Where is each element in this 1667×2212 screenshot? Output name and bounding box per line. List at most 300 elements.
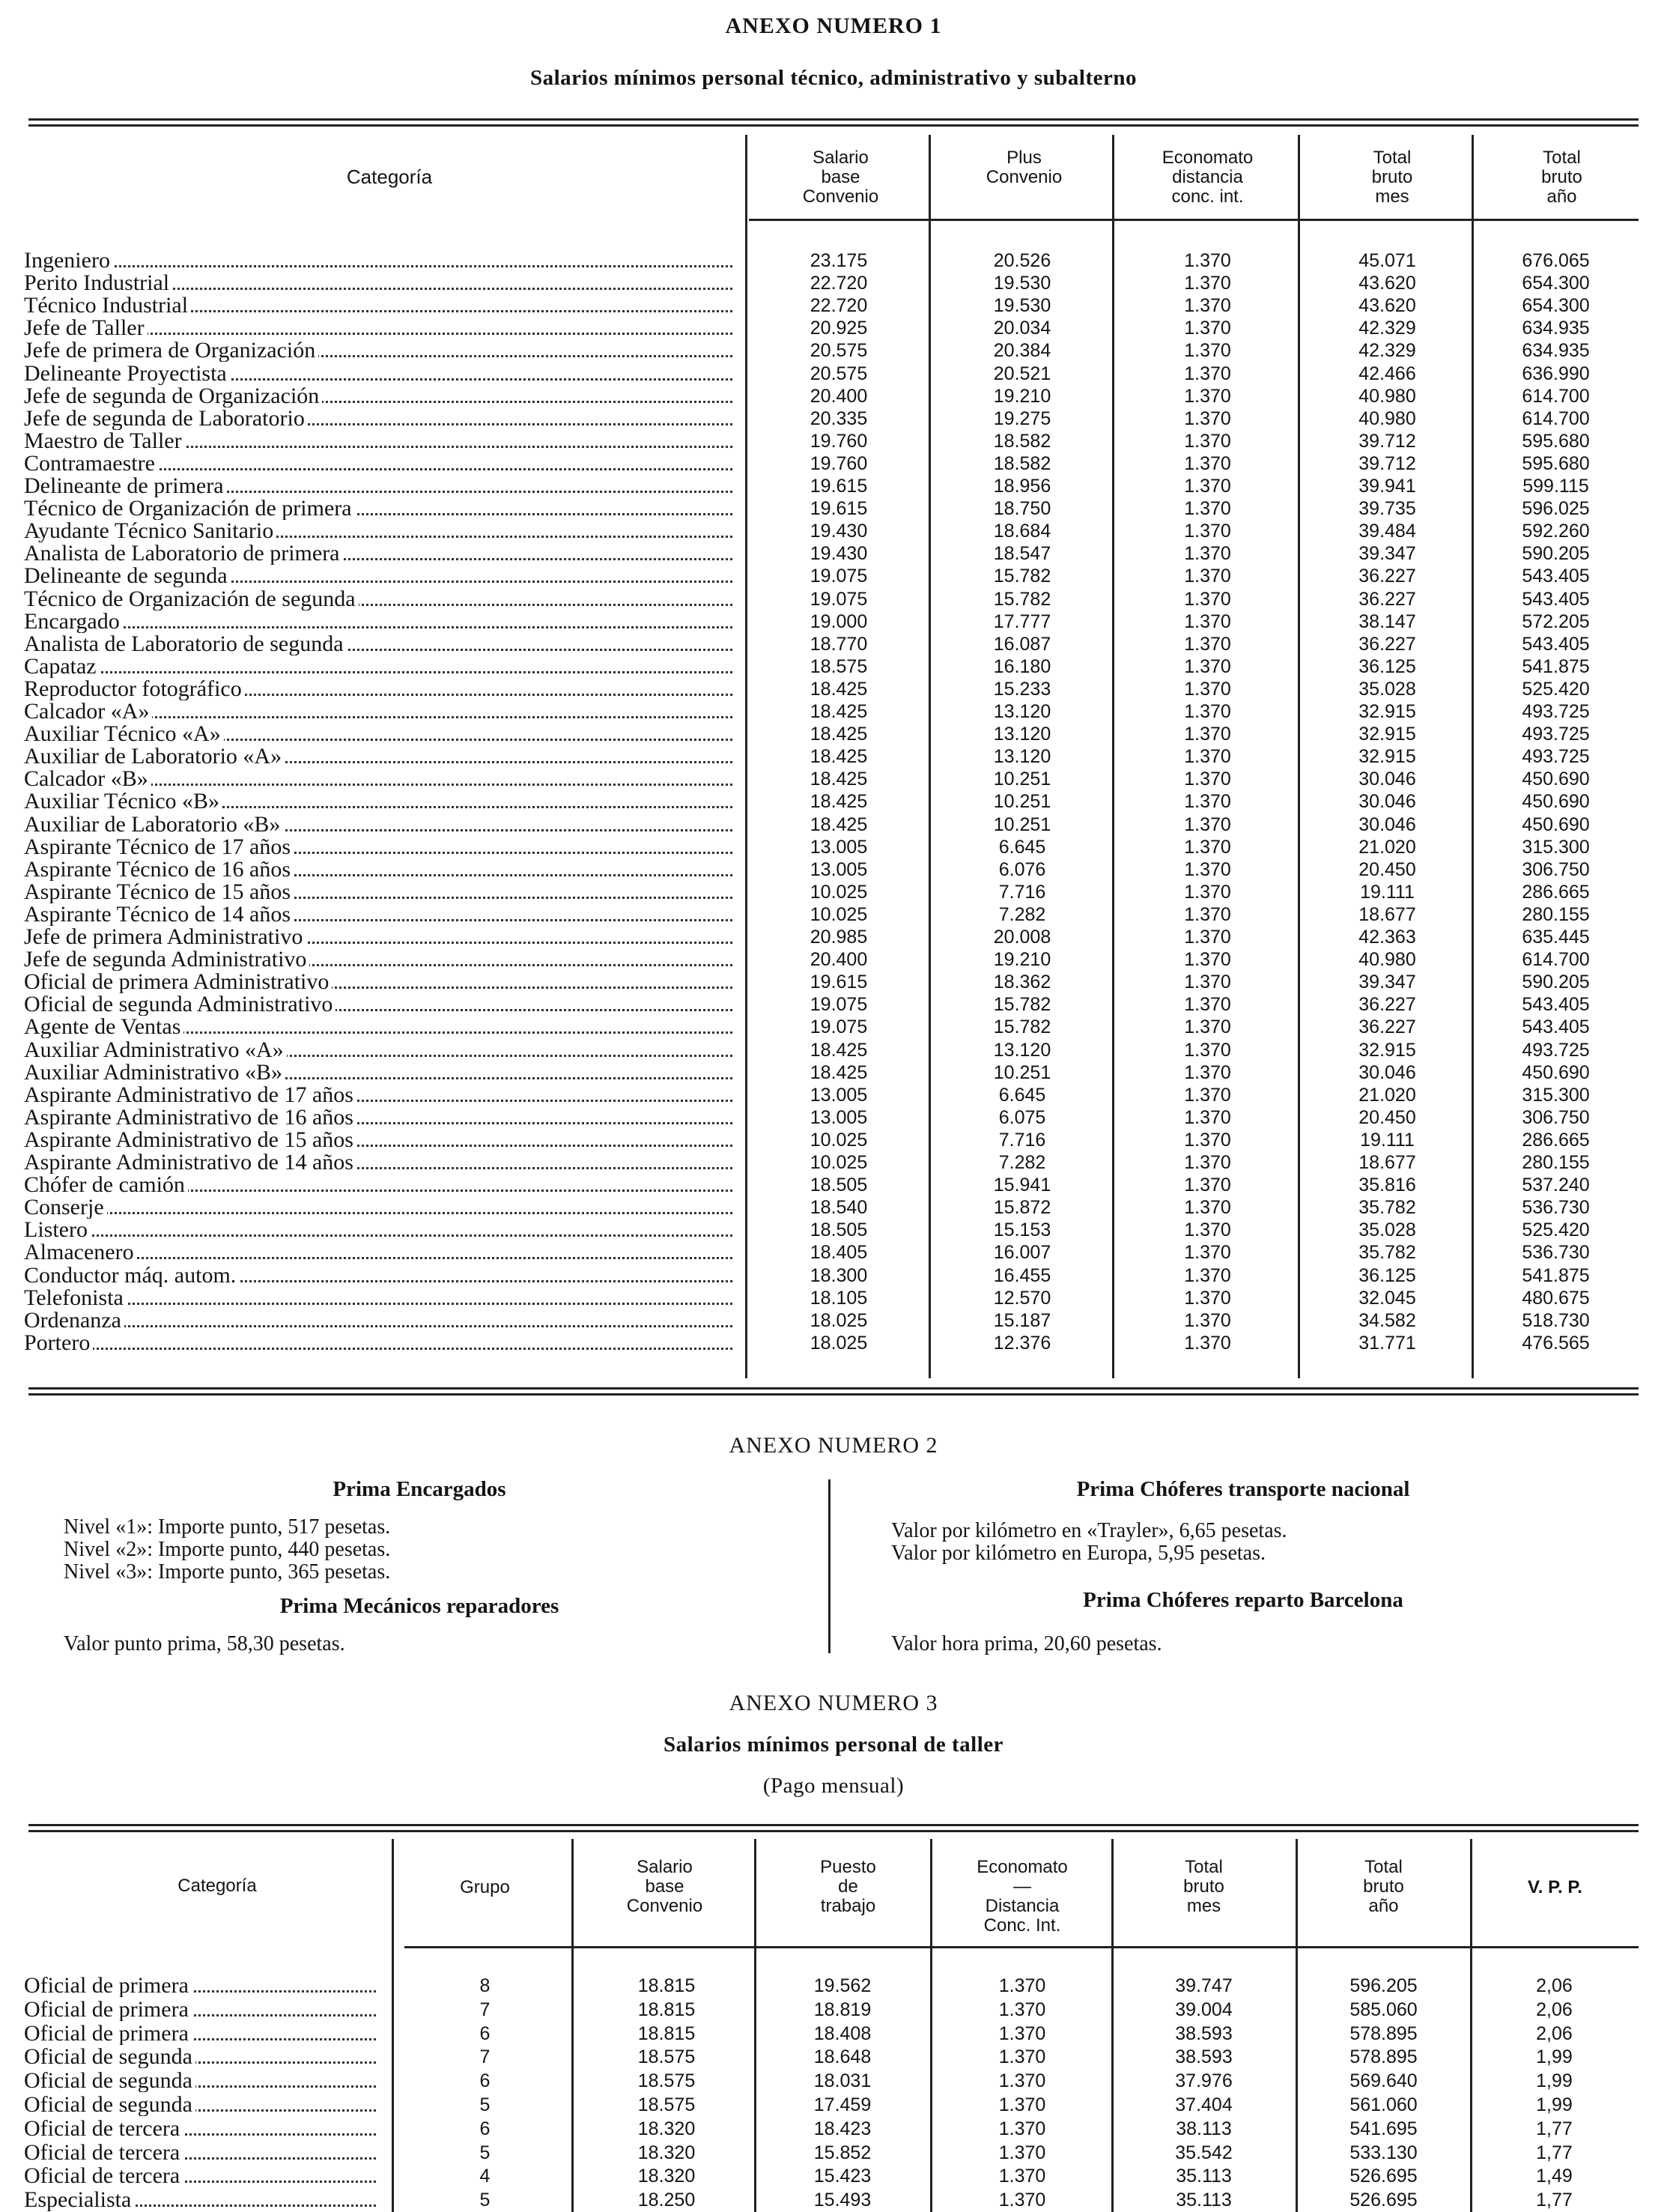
cell-value: 7 bbox=[479, 1999, 491, 2020]
annex3-header-grupo: Grupo bbox=[460, 1877, 510, 1897]
cell-value: 20.034 bbox=[993, 318, 1051, 339]
cell-value: 35.542 bbox=[1175, 2142, 1233, 2163]
row-category bbox=[24, 1309, 732, 1332]
annex3-header-salario-line: Salario bbox=[637, 1857, 693, 1877]
cell-value: 450.690 bbox=[1522, 791, 1590, 812]
table-row bbox=[0, 1084, 1667, 1106]
cell-value: 18.505 bbox=[810, 1219, 868, 1240]
cell-value: 18.405 bbox=[810, 1242, 868, 1263]
row-category bbox=[24, 475, 732, 497]
cell-value: 536.730 bbox=[1522, 1197, 1590, 1218]
row-category bbox=[24, 1975, 376, 1997]
cell-value: 599.115 bbox=[1522, 476, 1589, 497]
category-label: Aspirante Administrativo de 16 años bbox=[24, 1106, 356, 1129]
category-label: Oficial de primera bbox=[24, 1999, 192, 2021]
cell-value: 38.593 bbox=[1175, 2023, 1233, 2044]
cell-value: 40.980 bbox=[1358, 408, 1416, 429]
annex1-header-salario-line: Convenio bbox=[802, 187, 879, 207]
cell-value: 676.065 bbox=[1522, 250, 1590, 271]
cell-value: 35.113 bbox=[1176, 2166, 1232, 2187]
cell-value: 480.675 bbox=[1522, 1288, 1590, 1309]
table-row bbox=[0, 1039, 1667, 1061]
row-category bbox=[24, 790, 732, 813]
cell-value: 35.782 bbox=[1358, 1242, 1416, 1263]
category-label: Encargado bbox=[24, 610, 123, 633]
cell-value: 20.521 bbox=[993, 363, 1051, 384]
annex3-header-salario-line: base bbox=[645, 1876, 684, 1897]
cell-value: 1.370 bbox=[1184, 1265, 1231, 1286]
table-row bbox=[0, 948, 1667, 971]
cell-value: 21.020 bbox=[1358, 837, 1416, 858]
cell-value: 595.680 bbox=[1522, 453, 1590, 474]
table-row bbox=[0, 1309, 1667, 1332]
cell-value: 1.370 bbox=[998, 1999, 1046, 2020]
cell-value: 35.028 bbox=[1358, 679, 1416, 700]
category-label: Auxiliar de Laboratorio «A» bbox=[24, 745, 285, 768]
cell-value: 1.370 bbox=[998, 1975, 1046, 1996]
cell-value: 1.370 bbox=[1184, 679, 1231, 700]
cell-value: 19.562 bbox=[813, 1975, 872, 1996]
cell-value: 19.075 bbox=[810, 589, 868, 610]
row-category bbox=[24, 363, 732, 385]
row-category bbox=[24, 723, 732, 745]
cell-value: 1.370 bbox=[1184, 746, 1231, 767]
annex3-header-economato-line: — bbox=[1013, 1876, 1031, 1897]
cell-value: 42.466 bbox=[1358, 363, 1416, 384]
cell-value: 1.370 bbox=[1184, 1242, 1231, 1263]
row-category bbox=[24, 903, 732, 926]
cell-value: 493.725 bbox=[1522, 746, 1590, 767]
cell-value: 38.113 bbox=[1176, 2118, 1232, 2139]
cell-value: 43.620 bbox=[1358, 295, 1416, 316]
annex3-header-salario-line: Convenio bbox=[626, 1896, 703, 1916]
cell-value: 1.370 bbox=[1184, 1130, 1231, 1151]
cell-value: 590.205 bbox=[1522, 543, 1590, 564]
table-row bbox=[0, 1151, 1667, 1174]
cell-value: 18.423 bbox=[813, 2118, 872, 2139]
annex1-header-total-mes bbox=[1299, 148, 1485, 207]
annex3-header-total-mes-line: mes bbox=[1186, 1896, 1221, 1916]
category-label: Oficial de segunda bbox=[24, 2046, 195, 2068]
row-category bbox=[24, 768, 732, 790]
cell-value: 19.615 bbox=[810, 972, 868, 993]
cell-value: 1,99 bbox=[1536, 2070, 1573, 2091]
category-label: Contramaestre bbox=[24, 452, 158, 475]
row-category bbox=[24, 858, 732, 881]
cell-value: 537.240 bbox=[1522, 1175, 1590, 1196]
category-label: Analista de Laboratorio de segunda bbox=[24, 633, 347, 655]
table-row bbox=[0, 610, 1667, 633]
cell-value: 1.370 bbox=[1184, 859, 1231, 880]
cell-value: 32.915 bbox=[1358, 1040, 1416, 1061]
cell-value: 20.008 bbox=[993, 927, 1051, 948]
annex3-header-rule bbox=[404, 1946, 1639, 1948]
row-category bbox=[24, 1332, 732, 1354]
cell-value: 19.275 bbox=[993, 408, 1051, 429]
cell-value: 18.425 bbox=[810, 814, 868, 835]
cell-value: 536.730 bbox=[1522, 1242, 1590, 1263]
category-label: Delineante Proyectista bbox=[24, 363, 230, 385]
table-row bbox=[0, 475, 1667, 497]
annex1-header-categoria: Categoría bbox=[346, 166, 433, 188]
cell-value: 1.370 bbox=[1184, 1040, 1231, 1061]
cell-value: 20.400 bbox=[810, 386, 868, 407]
row-category bbox=[24, 1061, 732, 1084]
category-label: Oficial de tercera bbox=[24, 2165, 183, 2187]
cell-value: 13.120 bbox=[993, 1040, 1051, 1061]
category-label: Capataz bbox=[24, 655, 100, 678]
annex2-left-line: Nivel «1»: Importe punto, 517 pesetas. bbox=[64, 1515, 391, 1539]
table-row bbox=[0, 363, 1667, 385]
category-label: Jefe de primera de Organización bbox=[24, 339, 318, 362]
cell-value: 1,99 bbox=[1536, 2046, 1573, 2067]
cell-value: 38.147 bbox=[1358, 611, 1416, 632]
annex1-top-rule bbox=[28, 118, 1639, 127]
category-label: Maestro de Taller bbox=[24, 430, 185, 452]
annex2-title: ANEXO NUMERO 2 bbox=[729, 1433, 938, 1458]
table-row bbox=[0, 1219, 1667, 1241]
cell-value: 18.425 bbox=[810, 701, 868, 722]
row-category bbox=[24, 655, 732, 678]
row-category bbox=[24, 926, 732, 948]
cell-value: 18.425 bbox=[810, 1062, 868, 1083]
cell-value: 1,77 bbox=[1536, 2142, 1573, 2163]
table-row bbox=[0, 2165, 1667, 2187]
cell-value: 533.130 bbox=[1349, 2142, 1418, 2163]
cell-value: 32.915 bbox=[1358, 701, 1416, 722]
cell-value: 15.423 bbox=[813, 2166, 872, 2187]
cell-value: 43.620 bbox=[1358, 273, 1416, 294]
cell-value: 18.408 bbox=[813, 2023, 872, 2044]
annex1-header-salario bbox=[749, 148, 932, 207]
cell-value: 6.075 bbox=[998, 1107, 1046, 1128]
annex2-left-heading2: Prima Mecánicos reparadores bbox=[279, 1594, 559, 1618]
leader-dots bbox=[24, 626, 732, 628]
cell-value: 1.370 bbox=[1184, 1062, 1231, 1083]
cell-value: 18.547 bbox=[993, 543, 1051, 564]
cell-value: 1,99 bbox=[1536, 2094, 1573, 2115]
cell-value: 1.370 bbox=[1184, 1175, 1231, 1196]
cell-value: 18.677 bbox=[1358, 904, 1416, 925]
cell-value: 286.665 bbox=[1522, 1130, 1590, 1151]
annex2-right-line: Valor por kilómetro en Europa, 5,95 pesetas. bbox=[891, 1542, 1266, 1565]
category-label: Jefe de primera Administrativo bbox=[24, 926, 306, 948]
table-row bbox=[0, 1264, 1667, 1287]
cell-value: 19.000 bbox=[810, 611, 868, 632]
table-row bbox=[0, 542, 1667, 565]
cell-value: 1.370 bbox=[1184, 791, 1231, 812]
annex2-right-line: Valor por kilómetro en «Trayler», 6,65 pesetas. bbox=[891, 1519, 1287, 1542]
cell-value: 18.575 bbox=[637, 2046, 696, 2067]
cell-value: 38.593 bbox=[1175, 2046, 1233, 2067]
row-category bbox=[24, 633, 732, 655]
category-label: Analista de Laboratorio de primera bbox=[24, 542, 343, 565]
cell-value: 13.005 bbox=[810, 1085, 868, 1106]
cell-value: 19.615 bbox=[810, 498, 868, 519]
annex1-bottom-rule bbox=[28, 1387, 1639, 1396]
cell-value: 561.060 bbox=[1349, 2094, 1418, 2115]
cell-value: 22.720 bbox=[810, 273, 868, 294]
cell-value: 36.227 bbox=[1358, 994, 1416, 1015]
row-category bbox=[24, 452, 732, 475]
row-category bbox=[24, 1084, 732, 1106]
row-category bbox=[24, 2165, 376, 2187]
cell-value: 42.363 bbox=[1358, 927, 1416, 948]
cell-value: 493.725 bbox=[1522, 724, 1590, 745]
leader-dots bbox=[24, 1303, 732, 1305]
row-category bbox=[24, 339, 732, 362]
annex1-header-rule bbox=[749, 219, 1639, 221]
annex1-header-total-mes-line: mes bbox=[1375, 187, 1409, 207]
cell-value: 592.260 bbox=[1522, 521, 1590, 542]
annex3-header-economato bbox=[932, 1858, 1112, 1936]
category-label: Oficial de primera bbox=[24, 1975, 192, 1997]
cell-value: 1.370 bbox=[1184, 386, 1231, 407]
cell-value: 16.180 bbox=[993, 656, 1051, 677]
cell-value: 8 bbox=[479, 1975, 491, 1996]
cell-value: 10.025 bbox=[810, 904, 868, 925]
cell-value: 19.430 bbox=[810, 521, 868, 542]
cell-value: 36.125 bbox=[1358, 1265, 1416, 1286]
table-row bbox=[0, 1061, 1667, 1084]
annex3-header-total-mes-line: bruto bbox=[1183, 1876, 1224, 1897]
table-row bbox=[0, 1129, 1667, 1151]
cell-value: 541.875 bbox=[1522, 656, 1590, 677]
row-category bbox=[24, 1151, 732, 1174]
cell-value: 18.025 bbox=[810, 1310, 868, 1331]
cell-value: 30.046 bbox=[1358, 1062, 1416, 1083]
cell-value: 541.875 bbox=[1522, 1265, 1590, 1286]
cell-value: 19.210 bbox=[993, 949, 1051, 970]
row-category bbox=[24, 497, 732, 520]
cell-value: 42.329 bbox=[1358, 318, 1416, 339]
annex2-right-line2: Valor hora prima, 20,60 pesetas. bbox=[891, 1632, 1162, 1655]
cell-value: 20.450 bbox=[1358, 1107, 1416, 1128]
cell-value: 36.227 bbox=[1358, 634, 1416, 655]
row-category bbox=[24, 249, 732, 272]
cell-value: 1.370 bbox=[1184, 318, 1231, 339]
cell-value: 18.575 bbox=[637, 2070, 696, 2091]
cell-value: 450.690 bbox=[1522, 769, 1590, 790]
cell-value: 1.370 bbox=[1184, 476, 1231, 497]
cell-value: 36.227 bbox=[1358, 1016, 1416, 1037]
cell-value: 31.771 bbox=[1358, 1333, 1416, 1354]
cell-value: 39.747 bbox=[1175, 1975, 1233, 1996]
cell-value: 493.725 bbox=[1522, 1040, 1590, 1061]
cell-value: 32.915 bbox=[1358, 746, 1416, 767]
annex1-header-total-ano-line: bruto bbox=[1541, 167, 1582, 187]
cell-value: 18.750 bbox=[993, 498, 1051, 519]
cell-value: 18.815 bbox=[637, 1975, 696, 1996]
cell-value: 1.370 bbox=[1184, 521, 1231, 542]
row-category bbox=[24, 565, 732, 587]
cell-value: 6.645 bbox=[998, 1085, 1046, 1106]
row-category bbox=[24, 1129, 732, 1151]
cell-value: 18.815 bbox=[637, 1999, 696, 2020]
table-row bbox=[0, 294, 1667, 317]
cell-value: 10.025 bbox=[810, 1130, 868, 1151]
cell-value: 39.941 bbox=[1358, 476, 1416, 497]
cell-value: 20.384 bbox=[993, 340, 1051, 361]
annex2-left-heading1: Prima Encargados bbox=[333, 1477, 506, 1501]
table-row bbox=[0, 723, 1667, 745]
cell-value: 572.205 bbox=[1522, 611, 1590, 632]
table-row bbox=[0, 339, 1667, 362]
annex2-divider bbox=[828, 1479, 831, 1653]
annex3-header-puesto bbox=[756, 1858, 940, 1916]
table-row bbox=[0, 2118, 1667, 2140]
annex1-header-salario-line: base bbox=[821, 167, 860, 187]
cell-value: 16.007 bbox=[993, 1242, 1051, 1263]
cell-value: 20.985 bbox=[810, 927, 868, 948]
table-row bbox=[0, 745, 1667, 768]
cell-value: 526.695 bbox=[1349, 2190, 1418, 2211]
annex3-header-total-ano-line: bruto bbox=[1363, 1876, 1404, 1897]
cell-value: 18.425 bbox=[810, 724, 868, 745]
cell-value: 614.700 bbox=[1522, 386, 1590, 407]
cell-value: 23.175 bbox=[810, 250, 868, 271]
cell-value: 18.425 bbox=[810, 679, 868, 700]
cell-value: 21.020 bbox=[1358, 1085, 1416, 1106]
annex1-header-plus-line: Convenio bbox=[986, 167, 1063, 187]
cell-value: 36.227 bbox=[1358, 589, 1416, 610]
category-label: Jefe de segunda Administrativo bbox=[24, 948, 309, 971]
annex3-header-puesto-line: trabajo bbox=[820, 1896, 876, 1916]
cell-value: 10.251 bbox=[993, 791, 1051, 812]
cell-value: 18.956 bbox=[993, 476, 1051, 497]
annex1-header-economato-line: distancia bbox=[1172, 167, 1243, 187]
annex2-left-line: Nivel «3»: Importe punto, 365 pesetas. bbox=[64, 1560, 391, 1584]
annex3-header-economato-line: Economato bbox=[977, 1857, 1068, 1877]
row-category bbox=[24, 993, 732, 1016]
table-row bbox=[0, 971, 1667, 993]
cell-value: 20.450 bbox=[1358, 859, 1416, 880]
cell-value: 42.329 bbox=[1358, 340, 1416, 361]
annex3-subtitle: Salarios mínimos personal de taller bbox=[663, 1733, 1004, 1757]
annex1-header-economato-line: conc. int. bbox=[1171, 187, 1244, 207]
cell-value: 18.320 bbox=[637, 2118, 696, 2139]
cell-value: 2,06 bbox=[1536, 1975, 1573, 1996]
cell-value: 15.782 bbox=[993, 1016, 1051, 1037]
annex1-header-economato-line: Economato bbox=[1162, 148, 1254, 168]
cell-value: 1.370 bbox=[1184, 994, 1231, 1015]
category-label: Delineante de primera bbox=[24, 475, 227, 497]
cell-value: 10.025 bbox=[810, 882, 868, 903]
category-label: Especialista bbox=[24, 2189, 134, 2211]
row-category bbox=[24, 1016, 732, 1038]
cell-value: 614.700 bbox=[1522, 949, 1590, 970]
cell-value: 6.076 bbox=[998, 859, 1046, 880]
cell-value: 596.025 bbox=[1522, 498, 1590, 519]
table-row bbox=[0, 2094, 1667, 2116]
leader-dots bbox=[24, 1325, 732, 1327]
annex3-header-categoria: Categoría bbox=[177, 1876, 257, 1896]
cell-value: 2,06 bbox=[1536, 1999, 1573, 2020]
cell-value: 1.370 bbox=[998, 2023, 1046, 2044]
cell-value: 1.370 bbox=[1184, 927, 1231, 948]
row-category bbox=[24, 610, 732, 633]
cell-value: 1.370 bbox=[1184, 882, 1231, 903]
cell-value: 569.640 bbox=[1349, 2070, 1418, 2091]
leader-dots bbox=[24, 1234, 732, 1237]
table-row bbox=[0, 1975, 1667, 1997]
category-label: Auxiliar Administrativo «A» bbox=[24, 1039, 287, 1061]
cell-value: 18.031 bbox=[813, 2070, 872, 2091]
cell-value: 15.187 bbox=[993, 1310, 1051, 1331]
cell-value: 19.210 bbox=[993, 386, 1051, 407]
cell-value: 20.575 bbox=[810, 340, 868, 361]
cell-value: 1.370 bbox=[1184, 1016, 1231, 1037]
row-category bbox=[24, 317, 732, 339]
cell-value: 7.282 bbox=[998, 1152, 1046, 1173]
cell-value: 32.045 bbox=[1358, 1288, 1416, 1309]
annex3-top-rule bbox=[28, 1824, 1639, 1832]
category-label: Oficial de segunda bbox=[24, 2070, 195, 2092]
cell-value: 2,06 bbox=[1536, 2023, 1573, 2044]
table-row bbox=[0, 1241, 1667, 1264]
table-row bbox=[0, 588, 1667, 610]
table-row bbox=[0, 1174, 1667, 1196]
cell-value: 476.565 bbox=[1522, 1333, 1590, 1354]
leader-dots bbox=[24, 1212, 732, 1214]
cell-value: 1.370 bbox=[1184, 634, 1231, 655]
cell-value: 280.155 bbox=[1522, 904, 1590, 925]
cell-value: 13.005 bbox=[810, 837, 868, 858]
annex2-left-line: Nivel «2»: Importe punto, 440 pesetas. bbox=[64, 1538, 391, 1561]
cell-value: 1.370 bbox=[1184, 701, 1231, 722]
cell-value: 19.760 bbox=[810, 431, 868, 452]
cell-value: 39.484 bbox=[1358, 521, 1416, 542]
cell-value: 19.530 bbox=[993, 273, 1051, 294]
cell-value: 315.300 bbox=[1522, 837, 1590, 858]
cell-value: 1.370 bbox=[1184, 273, 1231, 294]
row-category bbox=[24, 836, 732, 858]
cell-value: 19.430 bbox=[810, 543, 868, 564]
table-row bbox=[0, 1287, 1667, 1309]
cell-value: 13.120 bbox=[993, 701, 1051, 722]
cell-value: 1.370 bbox=[998, 2142, 1046, 2163]
annex1-header-economato bbox=[1116, 148, 1299, 207]
row-category bbox=[24, 948, 732, 971]
row-category bbox=[24, 2118, 376, 2140]
row-category bbox=[24, 2046, 376, 2068]
cell-value: 315.300 bbox=[1522, 1085, 1590, 1106]
cell-value: 19.111 bbox=[1360, 1130, 1415, 1151]
cell-value: 18.300 bbox=[810, 1265, 868, 1286]
cell-value: 15.782 bbox=[993, 994, 1051, 1015]
cell-value: 635.445 bbox=[1522, 927, 1590, 948]
cell-value: 585.060 bbox=[1349, 1999, 1418, 2020]
cell-value: 578.895 bbox=[1349, 2023, 1418, 2044]
category-label: Chófer de camión bbox=[24, 1174, 188, 1196]
cell-value: 654.300 bbox=[1522, 295, 1590, 316]
row-category bbox=[24, 1264, 732, 1287]
cell-value: 35.113 bbox=[1176, 2190, 1232, 2211]
category-label: Conductor máq. autom. bbox=[24, 1264, 239, 1287]
cell-value: 1.370 bbox=[1184, 498, 1231, 519]
cell-value: 30.046 bbox=[1358, 769, 1416, 790]
cell-value: 1.370 bbox=[998, 2118, 1046, 2139]
annex3-header-total-ano-line: Total bbox=[1364, 1857, 1403, 1877]
cell-value: 18.025 bbox=[810, 1333, 868, 1354]
cell-value: 35.782 bbox=[1358, 1197, 1416, 1218]
table-row bbox=[0, 836, 1667, 858]
table-row bbox=[0, 993, 1667, 1016]
cell-value: 15.782 bbox=[993, 589, 1051, 610]
cell-value: 5 bbox=[479, 2094, 491, 2115]
cell-value: 1.370 bbox=[1184, 1310, 1231, 1331]
cell-value: 1.370 bbox=[998, 2046, 1046, 2067]
